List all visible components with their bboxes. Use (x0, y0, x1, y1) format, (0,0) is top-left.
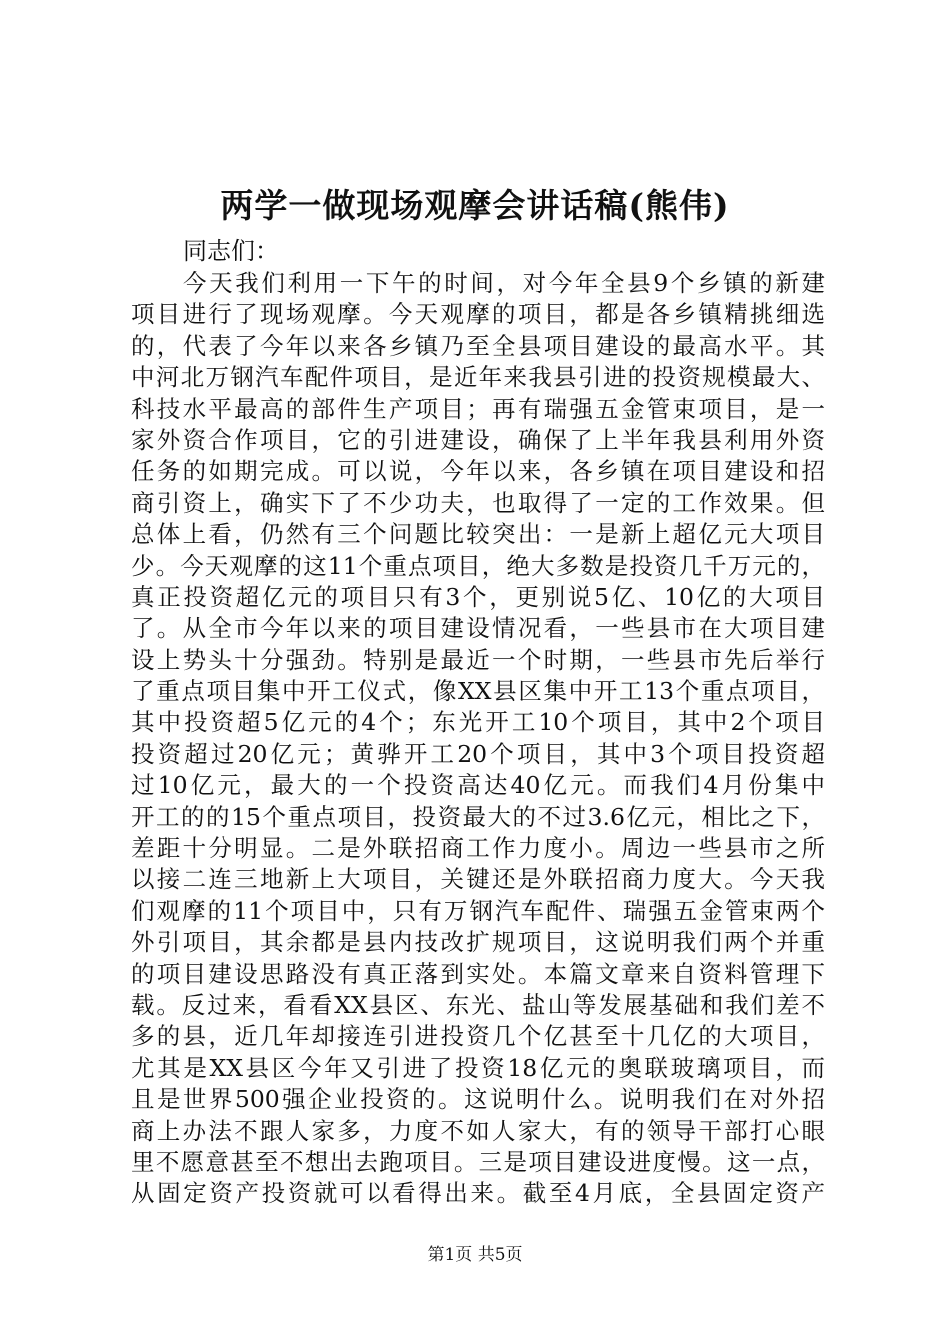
body-line: 项目进行了现场观摩。今天观摩的项目，都是各乡镇精挑细选 (131, 300, 825, 329)
body-line: 里不愿意甚至不想出去跑项目。三是项目建设进度慢。这一点， (131, 1147, 825, 1176)
salutation: 同志们： (183, 237, 279, 265)
body-line: 从固定资产投资就可以看得出来。截至4月底，全县固定资产 (131, 1179, 825, 1208)
body-line: 们观摩的11个项目中，只有万钢汽车配件、瑞强五金管束两个 (131, 896, 825, 925)
body-line: 开工的的15个重点项目，投资最大的不过3.6亿元，相比之下， (131, 802, 825, 831)
body-line: 商引资上，确实下了不少功夫，也取得了一定的工作效果。但 (131, 488, 825, 517)
page-footer: 第1页 共5页 (427, 1245, 523, 1265)
body-line: 以接二连三地新上大项目，关键还是外联招商力度大。今天我 (131, 865, 825, 894)
body-line: 中河北万钢汽车配件项目，是近年来我县引进的投资规模最大、 (131, 363, 825, 392)
body-line: 任务的如期完成。可以说，今年以来，各乡镇在项目建设和招 (131, 457, 825, 486)
body-line: 多的县，近几年却接连引进投资几个亿甚至十几亿的大项目， (131, 1022, 825, 1051)
body-line: 总体上看，仍然有三个问题比较突出：一是新上超亿元大项目 (131, 520, 825, 549)
body-line: 投资超过20亿元；黄骅开工20个项目，其中3个项目投资超 (131, 739, 825, 768)
body-line: 了重点项目集中开工仪式，像XX县区集中开工13个重点项目， (131, 677, 825, 706)
body-line: 科技水平最高的部件生产项目；再有瑞强五金管束项目，是一 (131, 394, 825, 423)
body-line: 过10亿元，最大的一个投资高达40亿元。而我们4月份集中 (131, 771, 825, 800)
body-line: 尤其是XX县区今年又引进了投资18亿元的奥联玻璃项目，而 (131, 1053, 825, 1082)
body-line: 载。反过来，看看XX县区、东光、盐山等发展基础和我们差不 (131, 990, 825, 1019)
body-paragraph (131, 268, 825, 1210)
body-line: 家外资合作项目，它的引进建设，确保了上半年我县利用外资 (131, 425, 825, 454)
body-line: 差距十分明显。二是外联招商工作力度小。周边一些县市之所 (131, 834, 825, 863)
body-line: 其中投资超5亿元的4个；东光开工10个项目，其中2个项目 (131, 708, 825, 737)
body-line: 少。今天观摩的这11个重点项目，绝大多数是投资几千万元的， (131, 551, 825, 580)
body-line: 且是世界500强企业投资的。这说明什么。说明我们在对外招 (131, 1085, 825, 1114)
body-line: 设上势头十分强劲。特别是最近一个时期，一些县市先后举行 (131, 645, 825, 674)
body-line: 的，代表了今年以来各乡镇乃至全县项目建设的最高水平。其 (131, 331, 825, 360)
body-line: 的项目建设思路没有真正落到实处。本篇文章来自资料管理下 (131, 959, 825, 988)
body-line: 真正投资超亿元的项目只有3个，更别说5亿、10亿的大项目 (131, 582, 825, 611)
body-line: 外引项目，其余都是县内技改扩规项目，这说明我们两个并重 (131, 928, 825, 957)
body-line: 今天我们利用一下午的时间，对今年全县9个乡镇的新建 (183, 269, 825, 297)
body-line: 了。从全市今年以来的项目建设情况看，一些县市在大项目建 (131, 614, 825, 643)
document-title: 两学一做现场观摩会讲话稿(熊伟) (220, 186, 730, 225)
body-line: 商上办法不跟人家多，力度不如人家大，有的领导干部打心眼 (131, 1116, 825, 1145)
